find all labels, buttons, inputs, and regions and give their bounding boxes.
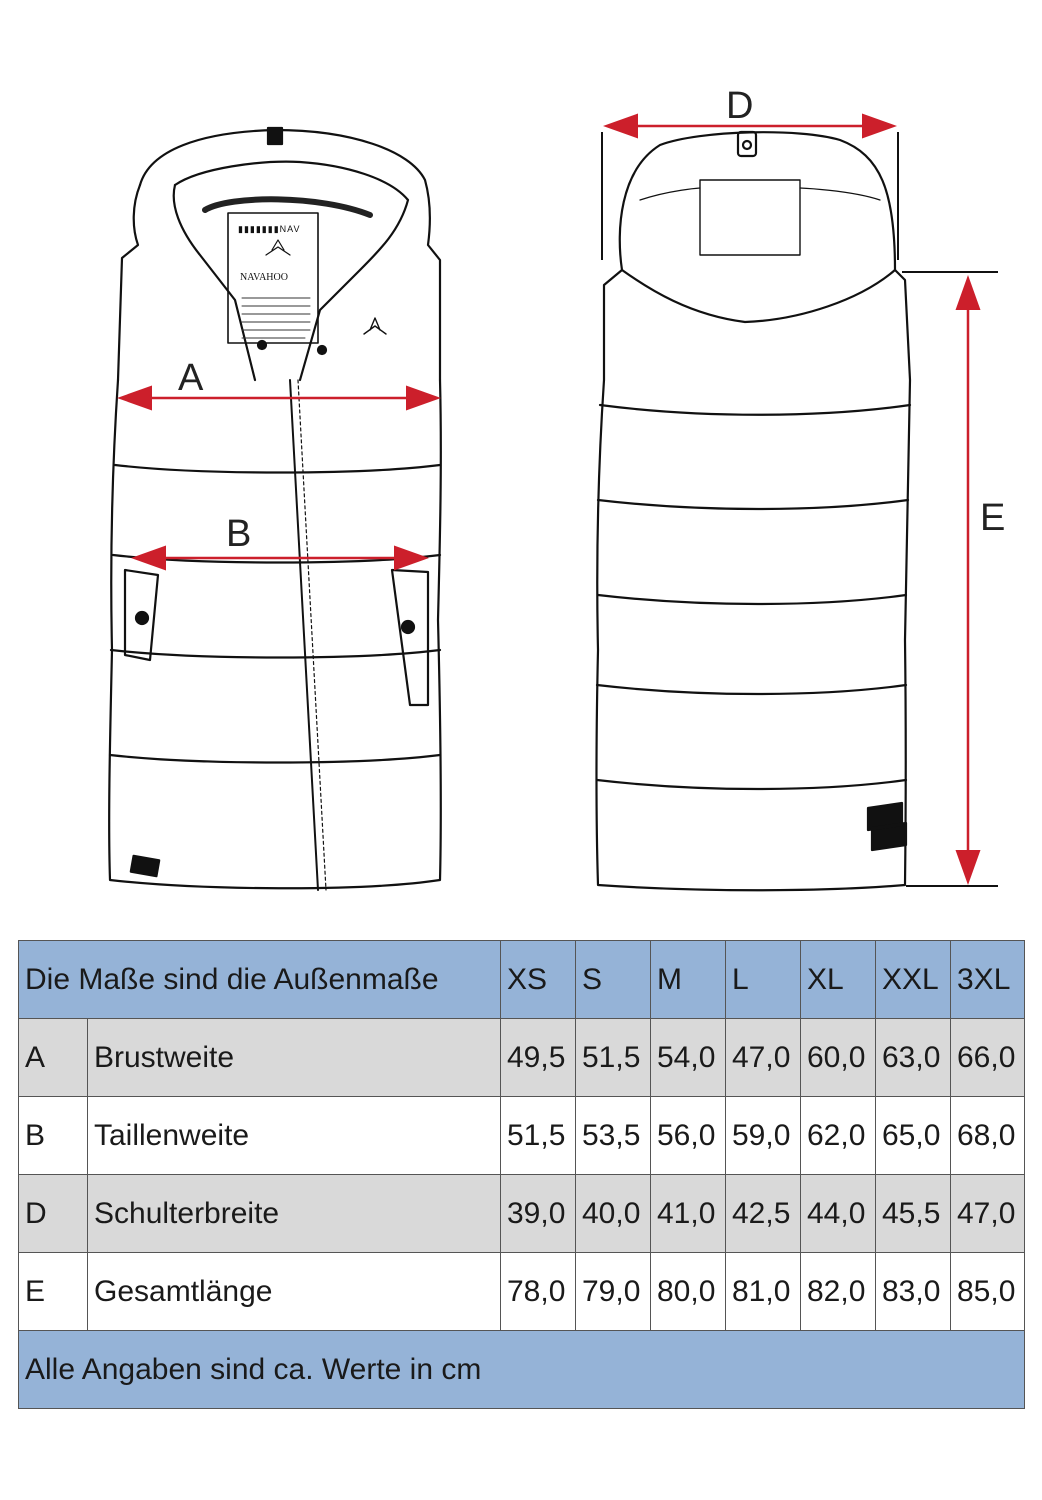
row-code: E xyxy=(19,1253,88,1331)
value-cell: 49,5 xyxy=(501,1019,576,1097)
value-cell: 51,5 xyxy=(501,1097,576,1175)
size-l-header: L xyxy=(726,941,801,1019)
row-name: Brustweite xyxy=(88,1019,501,1097)
row-name: Schulterbreite xyxy=(88,1175,501,1253)
vest-front-illustration xyxy=(109,128,441,890)
value-cell: 80,0 xyxy=(651,1253,726,1331)
value-cell: 79,0 xyxy=(576,1253,651,1331)
value-cell: 47,0 xyxy=(726,1019,801,1097)
measure-a-label: A xyxy=(178,357,204,399)
row-name: Gesamtlänge xyxy=(88,1253,501,1331)
size-xs-header: XS xyxy=(501,941,576,1019)
row-code: D xyxy=(19,1175,88,1253)
value-cell: 65,0 xyxy=(876,1097,951,1175)
value-cell: 59,0 xyxy=(726,1097,801,1175)
value-cell: 40,0 xyxy=(576,1175,651,1253)
row-code: B xyxy=(19,1097,88,1175)
value-cell: 51,5 xyxy=(576,1019,651,1097)
size-3xl-header: 3XL xyxy=(951,941,1025,1019)
value-cell: 47,0 xyxy=(951,1175,1025,1253)
size-chart-table xyxy=(18,940,1025,1409)
measure-b-label: B xyxy=(226,513,252,555)
value-cell: 42,5 xyxy=(726,1175,801,1253)
size-xl-header: XL xyxy=(801,941,876,1019)
value-cell: 44,0 xyxy=(801,1175,876,1253)
measure-e-label: E xyxy=(980,497,1006,539)
size-s-header: S xyxy=(576,941,651,1019)
table-footer-row xyxy=(19,1331,1025,1409)
vest-back-illustration xyxy=(597,132,911,890)
value-cell: 63,0 xyxy=(876,1019,951,1097)
value-cell: 82,0 xyxy=(801,1253,876,1331)
svg-text:NAVAHOO: NAVAHOO xyxy=(240,272,288,283)
value-cell: 53,5 xyxy=(576,1097,651,1175)
table-row-schulterbreite xyxy=(19,1175,1025,1253)
value-cell: 66,0 xyxy=(951,1019,1025,1097)
value-cell: 68,0 xyxy=(951,1097,1025,1175)
value-cell: 81,0 xyxy=(726,1253,801,1331)
value-cell: 78,0 xyxy=(501,1253,576,1331)
size-header-row xyxy=(19,941,1025,1019)
table-row-gesamtlaenge xyxy=(19,1253,1025,1331)
value-cell: 54,0 xyxy=(651,1019,726,1097)
value-cell: 45,5 xyxy=(876,1175,951,1253)
value-cell: 85,0 xyxy=(951,1253,1025,1331)
svg-text:▮▮▮▮▮▮▮NAV: ▮▮▮▮▮▮▮NAV xyxy=(238,224,301,234)
table-title: Die Maße sind die Außenmaße xyxy=(19,941,501,1019)
row-name: Taillenweite xyxy=(88,1097,501,1175)
value-cell: 41,0 xyxy=(651,1175,726,1253)
size-m-header: M xyxy=(651,941,726,1019)
table-row-brustweite xyxy=(19,1019,1025,1097)
value-cell: 39,0 xyxy=(501,1175,576,1253)
row-code: A xyxy=(19,1019,88,1097)
table-footer-note: Alle Angaben sind ca. Werte in cm xyxy=(19,1331,1025,1409)
value-cell: 60,0 xyxy=(801,1019,876,1097)
table-row-taillenweite xyxy=(19,1097,1025,1175)
value-cell: 83,0 xyxy=(876,1253,951,1331)
size-xxl-header: XXL xyxy=(876,941,951,1019)
value-cell: 62,0 xyxy=(801,1097,876,1175)
value-cell: 56,0 xyxy=(651,1097,726,1175)
measure-d-label: D xyxy=(726,85,754,127)
